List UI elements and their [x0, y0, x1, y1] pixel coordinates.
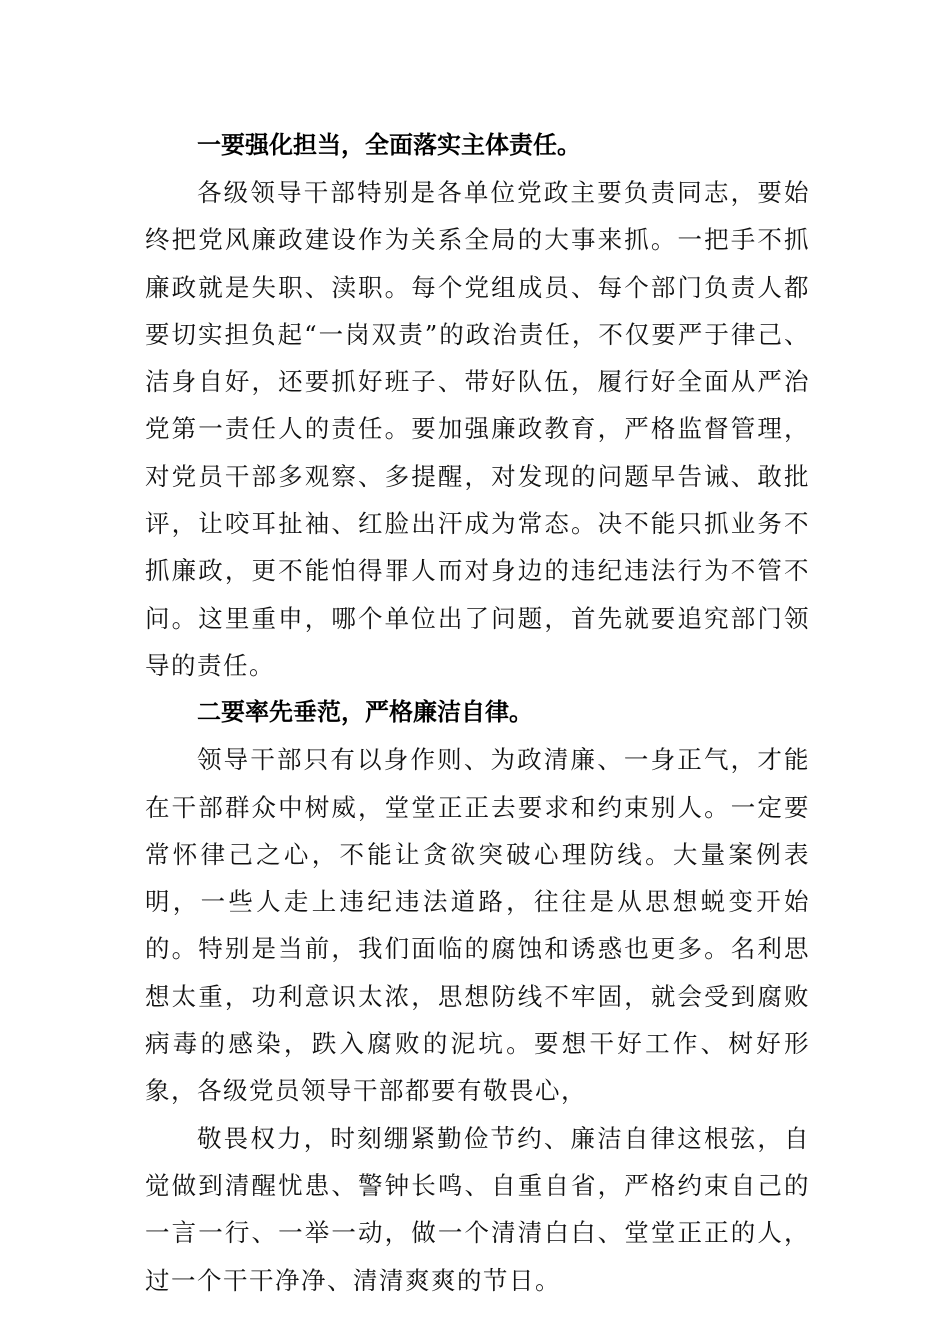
section-heading-1: 一要强化担当，全面落实主体责任。 [197, 131, 581, 159]
section-paragraph-1: 各级领导干部特别是各单位党政主要负责同志，要始终把党风廉政建设作为关系全局的大事来抓。一把手不抓廉政就是失职、渎职。每个党组成员、每个部门负责人都要切实担负起“一岗双责”的政治责任，不仅要严于律己、洁身自好，还要抓好班子、带好队伍，履行好全面从严治党第一责任人的责任。要加强廉政教育，严格监督管理，对党员干部多观察、多提醒，对发现的问题早告诫、敢批评，让咬耳扯袖、红脸出汗成为常态。决不能只抓业务不抓廉政，更不能怕得罪人而对身边的违纪违法行为不管不问。这里重申，哪个单位出了问题，首先就要追究部门领导的责任。 [145, 178, 810, 680]
section-paragraph-3: 敬畏权力，时刻绷紧勤俭节约、廉洁自律这根弦，自觉做到清醒忧患、警钟长鸣、自重自省，严格约束自己的一言一行、一举一动，做一个清清白白、堂堂正正的人，过一个干干净净、清清爽爽的节日。 [145, 1123, 810, 1295]
section-paragraph-2: 领导干部只有以身作则、为政清廉、一身正气，才能在干部群众中树威，堂堂正正去要求和约束别人。一定要常怀律己之心，不能让贪欲突破心理防线。大量案例表明，一些人走上违纪违法道路，往往是从思想蜕变开始的。特别是当前，我们面临的腐蚀和诱惑也更多。名利思想太重，功利意识太浓，思想防线不牢固，就会受到腐败病毒的感染，跌入腐败的泥坑。要想干好工作、树好形象，各级党员领导干部都要有敬畏心， [145, 745, 810, 1106]
document-page [145, 122, 810, 1304]
section-heading-2: 二要率先垂范，严格廉洁自律。 [197, 698, 533, 727]
